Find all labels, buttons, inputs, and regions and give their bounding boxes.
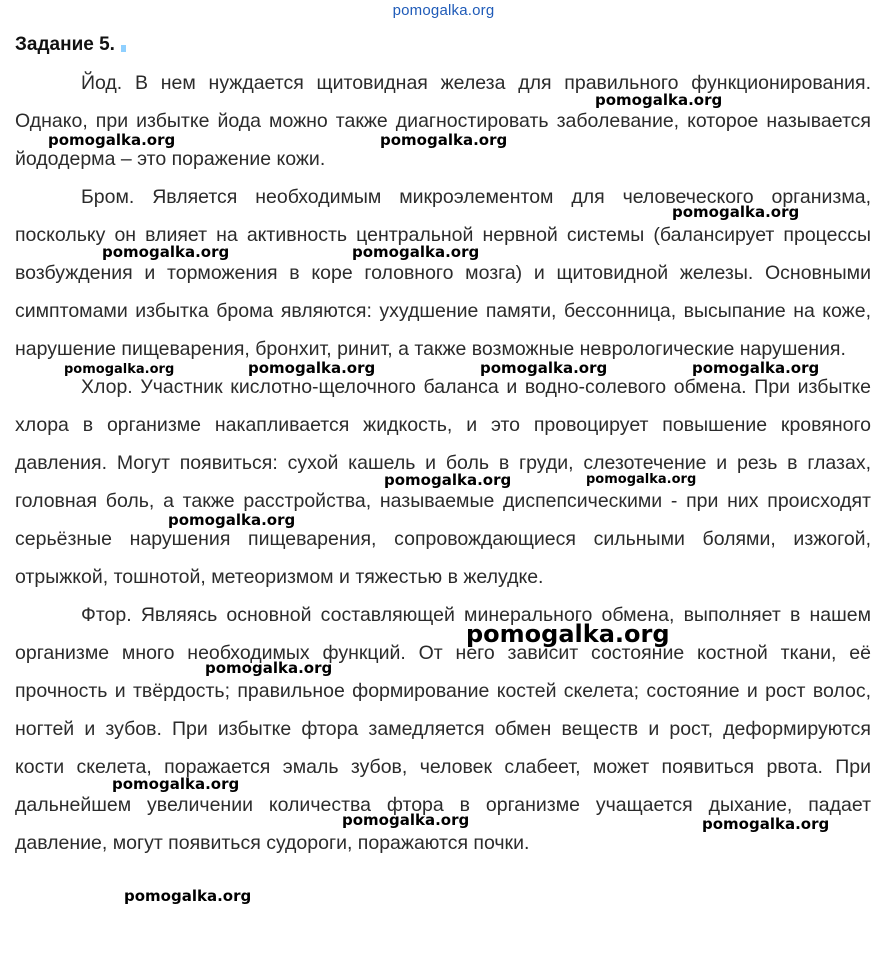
watermark: pomogalka.org — [64, 362, 175, 377]
watermark: pomogalka.org — [112, 775, 240, 793]
cursor-mark-icon — [121, 45, 126, 52]
watermark: pomogalka.org — [702, 815, 830, 833]
watermark: pomogalka.org — [48, 131, 176, 149]
watermark: pomogalka.org — [480, 359, 608, 377]
watermark: pomogalka.org — [205, 659, 333, 677]
watermark: pomogalka.org — [352, 243, 480, 261]
document-body — [15, 64, 871, 862]
watermark: pomogalka.org — [672, 203, 800, 221]
watermark: pomogalka.org — [384, 471, 512, 489]
watermark-large: pomogalka.org — [466, 620, 670, 648]
watermark: pomogalka.org — [595, 91, 723, 109]
paragraph-chlorine: Хлор. Участник кислотно-щелочного баланса и водно-солевого обмена. При избытке хлора в организме накапливается жидкость, и это провоцирует повышение кровяного давления. Могут появиться: сухой кашель и боль в груди, слезотечение и резь в глазах, головная боль, а также расстройства, называемые диспепсическими - при них происходят серьёзные нарушения пищеварения, сопровождающиеся сильными болями, изжогой, отрыжкой, тошнотой, метеоризмом и тяжестью в желудке. — [15, 376, 871, 588]
task-heading — [15, 34, 126, 56]
paragraph-fluorine: Фтор. Являясь основной составляющей минерального обмена, выполняет в нашем организме много необходимых функций. От него зависит состояние костной ткани, её прочность и твёрдость; правильное формирование костей скелета; состояние и рост волос, ногтей и зубов. При избытке фтора замедляется обмен веществ и рост, деформируются кости скелета, поражается эмаль зубов, человек слабеет, может появиться рвота. При дальнейшем увеличении количества фтора в организме учащается дыхание, падает давление, могут появиться судороги, поражаются почки. — [15, 604, 871, 854]
watermark: pomogalka.org — [248, 359, 376, 377]
watermark: pomogalka.org — [342, 811, 470, 829]
watermark: pomogalka.org — [380, 131, 508, 149]
watermark: pomogalka.org — [692, 359, 820, 377]
paragraph-iodine: Йод. В нем нуждается щитовидная железа для правильного функционирования. Однако, при избытке йода можно также диагностировать заболевание, которое называется йододерма – это поражение кожи. — [15, 72, 871, 170]
site-header[interactable]: pomogalka.org — [392, 2, 495, 19]
watermark: pomogalka.org — [102, 243, 230, 261]
watermark: pomogalka.org — [124, 887, 252, 905]
task-heading-text: Задание 5. — [15, 34, 115, 55]
paragraph-bromine: Бром. Является необходимым микроэлементом для человеческого организма, поскольку он влияет на активность центральной нервной системы (балансирует процессы возбуждения и торможения в коре головного мозга) и щитовидной железы. Основными симптомами избытка брома являются: ухудшение памяти, бессонница, высыпание на коже, нарушение пищеварения, бронхит, ринит, а также возможные неврологические нарушения. — [15, 186, 871, 360]
watermark: pomogalka.org — [168, 511, 296, 529]
watermark: pomogalka.org — [586, 472, 697, 487]
